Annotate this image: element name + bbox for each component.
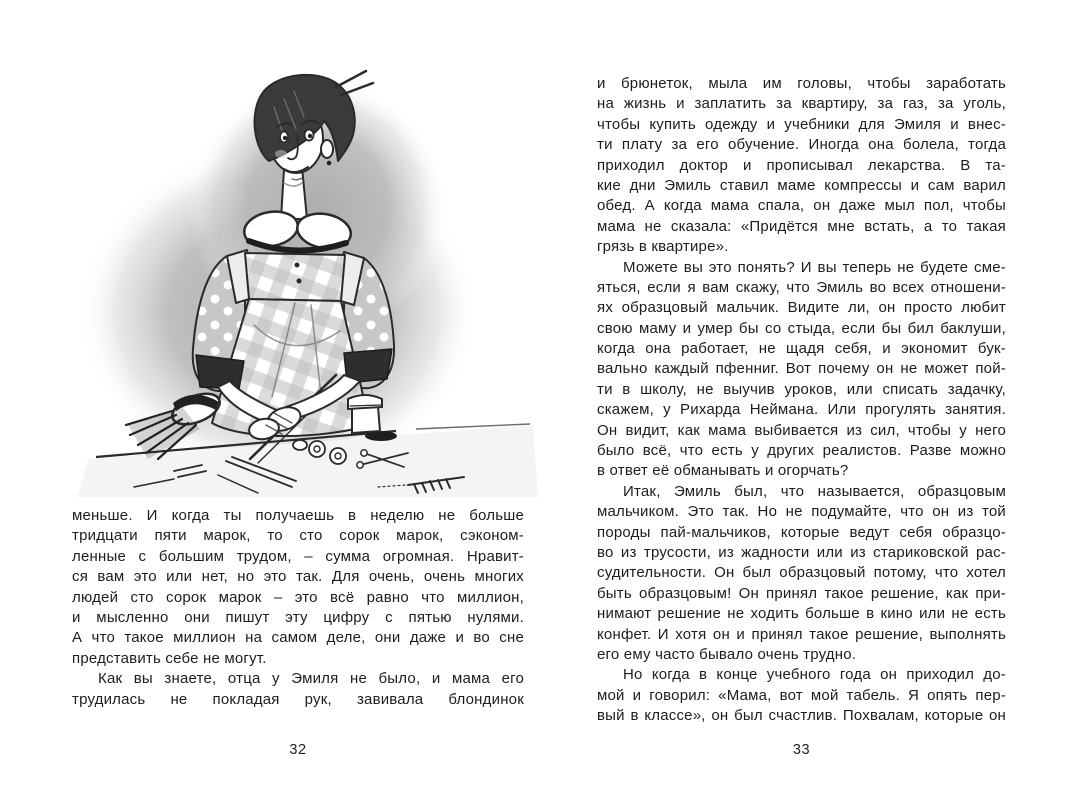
text-line: чтобы купить одежду и учебники для Эмиля и внес- bbox=[597, 115, 1006, 133]
text-line: ти плату за его обучение. Иногда она болела, тогда bbox=[597, 136, 1006, 154]
text-line: кие дни Эмиль ставил маме компрессы и сам варил bbox=[597, 176, 1006, 194]
text-line: ся вам это или нет, но это так. Для очень, очень многих bbox=[72, 568, 524, 586]
text-line: вально каждый пфенниг. Вот почему он не может пой- bbox=[597, 360, 1006, 378]
text-line: А что такое миллион на самом деле, они даже и во сне bbox=[72, 629, 524, 647]
page-number-right: 33 bbox=[792, 742, 811, 758]
page-number-left: 32 bbox=[289, 742, 307, 758]
left-text-column bbox=[72, 506, 524, 710]
text-line: породы пай-мальчиков, которые ведут себя образцо- bbox=[597, 523, 1006, 541]
text-line: было всё, что есть у других реалистов. Разве можно bbox=[597, 442, 1006, 460]
text-line: тридцати пяти марок, то сто сорок марок, сэконом- bbox=[72, 527, 524, 545]
text-line: на жизнь и заплатить за квартиру, за газ, за уголь, bbox=[597, 95, 1006, 113]
text-line: мама не сказала: «Придётся мне встать, а то такая bbox=[597, 217, 1006, 235]
paragraph bbox=[597, 258, 1006, 482]
text-line: скажем, у Рихарда Неймана. Или прогулять занятия. bbox=[597, 401, 1006, 419]
earring bbox=[327, 161, 332, 166]
text-line: трудилась не покладая рук, завивала блондинок bbox=[72, 690, 524, 708]
text-line: и мысленно они пишут эту цифру с пятью нулями. bbox=[72, 608, 524, 626]
neck bbox=[281, 167, 307, 219]
text-line: Как вы знаете, отца у Эмиля не было, и мама его bbox=[98, 670, 524, 688]
text-line: когда она работает, не щадя себя, и экономит бук- bbox=[597, 340, 1006, 358]
text-line: грязь в квартире». bbox=[597, 238, 729, 256]
paragraph bbox=[597, 665, 1006, 726]
text-line: мой и говорил: «Мама, вот мой табель. Я опять пер- bbox=[597, 686, 1006, 704]
mother-illustration bbox=[78, 56, 538, 498]
text-line: во из трусости, из жадности или из стариковской рас- bbox=[597, 543, 1006, 561]
text-line: свою маму и умер бы со стыда, если бы бил баклуши, bbox=[597, 319, 1006, 337]
text-line: приходил доктор и прописывал лекарства. В та- bbox=[597, 156, 1006, 174]
text-line: ленные с большим трудом, – сумма огромная. Нравит- bbox=[72, 547, 524, 565]
text-line: ти в школу, не выучив уроков, или списать задачку, bbox=[597, 380, 1006, 398]
text-line: его ему часто бывало очень трудно. bbox=[597, 645, 857, 663]
text-line: Он видит, как мама выбивается из сил, чтобы у него bbox=[597, 421, 1006, 439]
text-line: представить себе не могут. bbox=[72, 649, 267, 667]
text-line: людей сто сорок марок – это всё равно что миллион, bbox=[72, 588, 524, 606]
text-line: ях образцовый мальчик. Видите ли, он просто любит bbox=[597, 299, 1006, 317]
paragraph bbox=[597, 482, 1006, 666]
text-line: в ответ её обманывать и огорчать? bbox=[597, 462, 849, 480]
ear bbox=[321, 140, 333, 158]
text-line: мальчиком. Это так. Но не подумайте, что он из той bbox=[597, 503, 1006, 521]
text-line: обед. А когда мама спала, он даже мыл пол, чтобы bbox=[597, 197, 1006, 215]
text-line: меньше. И когда ты получаешь в неделю не больше bbox=[72, 507, 524, 524]
text-line: Итак, Эмиль был, что называется, образцовым bbox=[623, 482, 1006, 500]
text-line: быть образцовым! Он принял такое решение, как при- bbox=[597, 584, 1006, 602]
text-line: нимают решение не ходить больше в кино или не есть bbox=[597, 605, 1006, 623]
text-line: Но когда в конце учебного года он приходил до- bbox=[623, 666, 1006, 684]
paragraph bbox=[72, 669, 524, 710]
right-text-column bbox=[597, 74, 1006, 727]
text-line: конфет. И хотя он и принял такое решение, выполнять bbox=[597, 625, 1006, 643]
text-line: судительности. Он был образцовый потому, что хотел bbox=[597, 564, 1006, 582]
text-line: Можете вы это понять? И вы теперь не будете сме- bbox=[623, 258, 1006, 276]
text-line: яться, если я вам скажу, что Эмиль во всех отношени- bbox=[597, 278, 1006, 296]
text-line: вый в классе», он был счастлив. Похвалам, которые он bbox=[597, 707, 1006, 725]
paragraph bbox=[72, 506, 524, 669]
paragraph bbox=[597, 74, 1006, 258]
text-line: и брюнеток, мыла им головы, чтобы заработать bbox=[597, 75, 1006, 92]
